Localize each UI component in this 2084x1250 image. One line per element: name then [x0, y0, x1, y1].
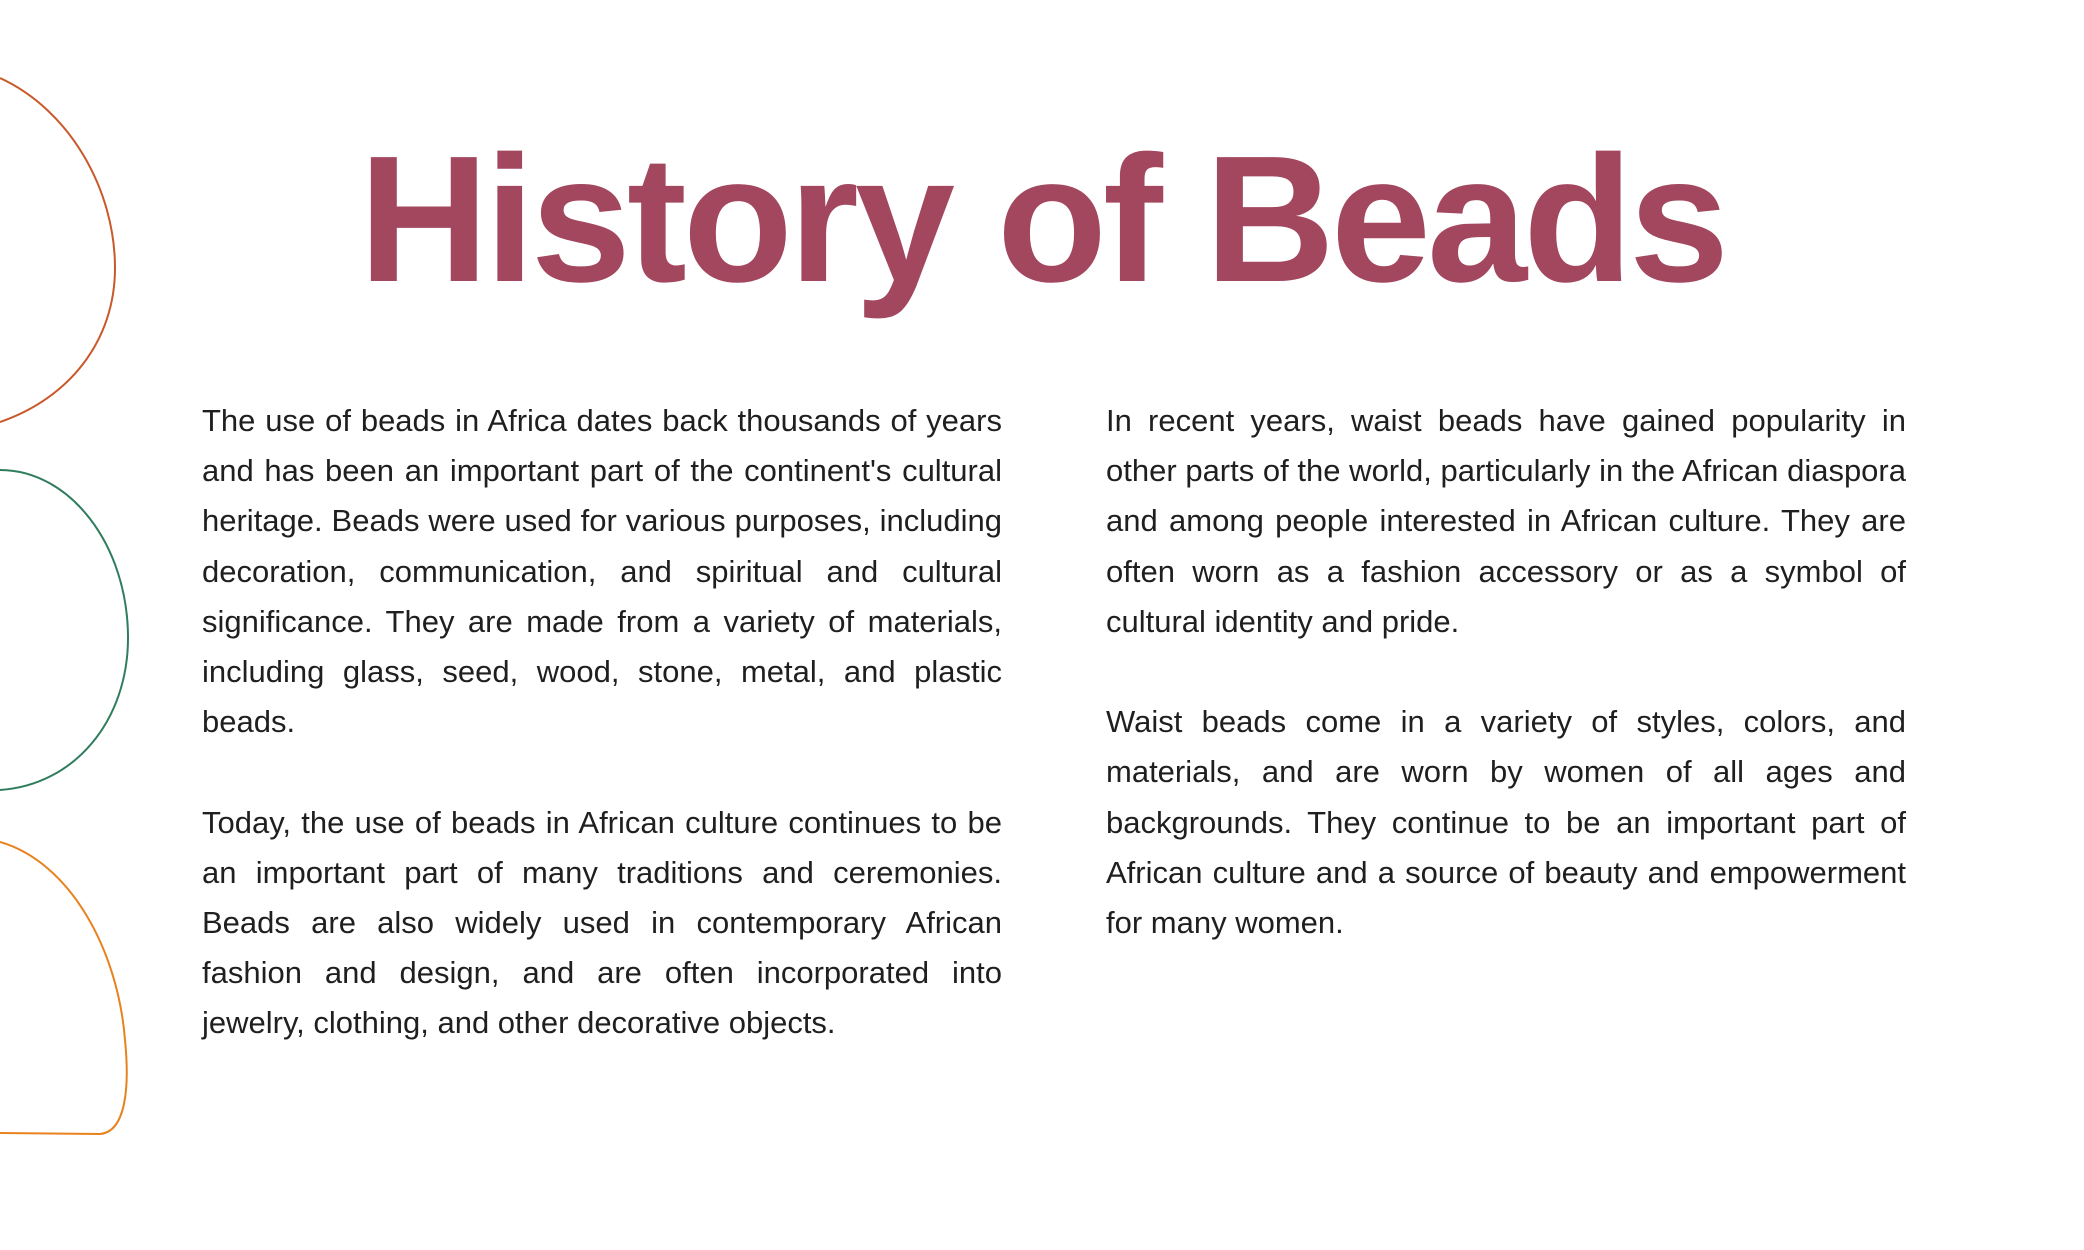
left-paragraph-2: Today, the use of beads in African culture continues to be an important part of many traditions and ceremonies. Beads are also widely used in contemporary African fashion and design, and are often incorporated into jewelry, clothing, and other decorative objects.: [202, 804, 1002, 1041]
right-text-column: [1106, 396, 1906, 998]
left-text-column: [202, 396, 1002, 1099]
page-title: History of Beads: [358, 119, 1726, 320]
right-paragraph-1: In recent years, waist beads have gained popularity in other parts of the world, particularly in the African diaspora and among people interested in African culture. They are often worn as a fashion accessory or as a symbol of cultural identity and pride.: [1106, 403, 1906, 639]
decorative-arc-middle: [0, 470, 128, 790]
right-paragraph-2: Waist beads come in a variety of styles, colors, and materials, and are worn by women of all ages and backgrounds. They continue to be an important part of African culture and a source of beauty and empowerment for many women.: [1106, 704, 1906, 941]
decorative-arc-bottom: [0, 842, 127, 1134]
left-paragraph-1: The use of beads in Africa dates back thousands of years and has been an important part of the continent's cultural heritage. Beads were used for various purposes, including decoration, communication, and spiritual and cultural significance. They are made from a variety of materials, including glass, seed, wood, stone, metal, and plastic beads.: [202, 403, 1002, 740]
